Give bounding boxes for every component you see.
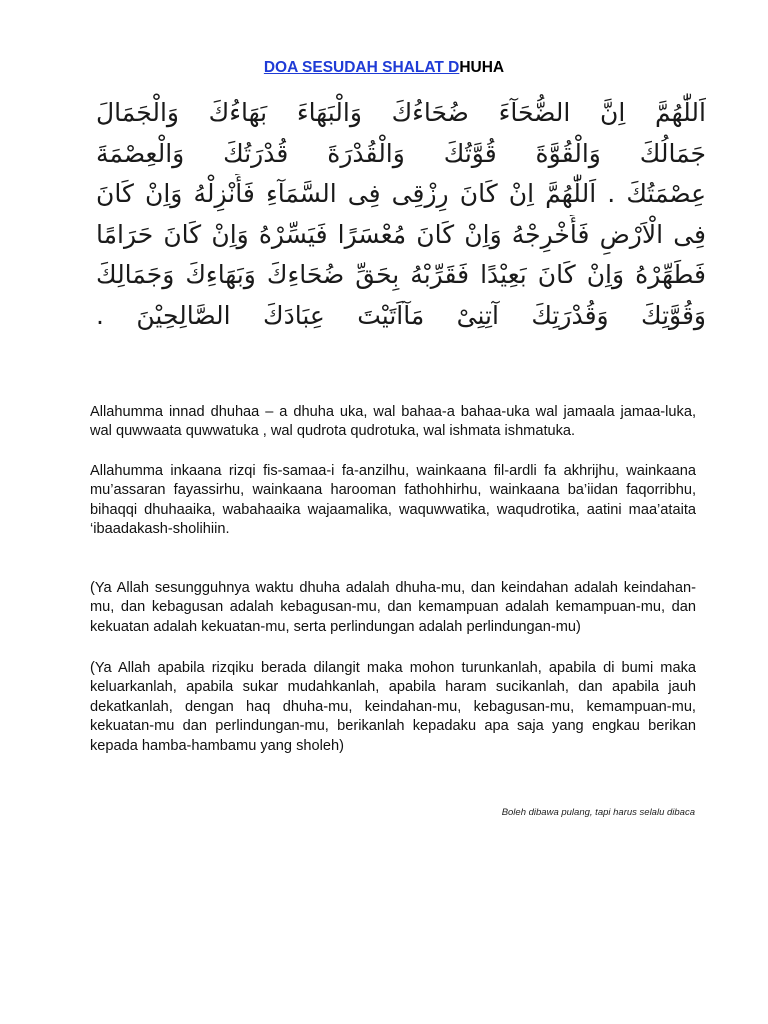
footer-note: Boleh dibawa pulang, tapi harus selalu dibaca <box>501 807 695 818</box>
arabic-line-1: اَللّٰهُمَّ اِنَّ الضُّحَآءَ ضُحَاءُكَ وَالْبَهَاءَ بَهَاءُكَ وَالْجَمَالَ <box>96 98 706 127</box>
arabic-line-2: جَمَالُكَ وَالْقُوَّةَ قُوَّتُكَ وَالْقُدْرَةَ قُدْرَتُكَ وَالْعِصْمَةَ <box>96 138 706 168</box>
arabic-line-4: فِى الْاَرْضِ فَأَخْرِجْهُ وَاِنْ كَانَ مُعْسَرًا فَيَسِّرْهُ وَاِنْ كَانَ حَرَامًا <box>96 219 706 249</box>
arabic-line-3: عِصْمَتُكَ . اَللّٰهُمَّ اِنْ كَانَ رِزْقِى فِى السَّمَآءِ فَأَنْزِلْهُ وَاِنْ كَانَ <box>96 179 706 208</box>
transliteration-paragraph-1: Allahumma innad dhuhaa – a dhuha uka, wal bahaa-a bahaa-uka wal jamaala jamaa-luka, wal quwwaata quwwatuka , wal qudrota qudrotuka, wal ishmata ishmatuka. <box>90 404 696 440</box>
translation-paragraph-2: (Ya Allah apabila rizqiku berada dilangit maka mohon turunkanlah, apabila di bumi maka keluarkanlah, apabila sukar mudahkanlah, apabila haram sucikanlah, dan apabila jauh dekatkanlah, dengan haq dhuha-mu, keindahan-mu, kebagusan-mu, kemampuan-mu, kekuatan-mu dan perlindungan-mu, berikanlah kepadaku apa saja yang engkau berikan kepada hamba-hambamu yang sholeh) <box>90 660 696 754</box>
translation-paragraph-1: (Ya Allah sesungguhnya waktu dhuha adalah dhuha-mu, dan keindahan adalah keindahan-mu, dan kebagusan adalah kebagusan-mu, dan kemampuan adalah kemampuan-mu, dan kekuatan adalah kekuatan-mu, serta perlindungan adalah perlindungan-mu) <box>90 580 696 635</box>
transliteration-paragraph-2: Allahumma inkaana rizqi fis-samaa-i fa-anzilhu, wainkaana fil-ardli fa akhrijhu, wainkaana mu’assaran fayassirhu, wainkaana harooman fathohhirhu, wainkaana ba’iidan faqorribhu, bihaqqi dhuhaaika, wabahaaika wajaamalika, waquwwatika, waqudrotika, aatini maa’ataita ‘ibaadakash-sholihiin. <box>90 463 696 538</box>
arabic-line-6: وَقُوَّتِكَ وَقُدْرَتِكَ آتِنِىْ مَآاَتَيْتَ عِبَادَكَ الصَّالِحِيْنَ . <box>96 300 706 330</box>
arabic-prayer-text <box>96 93 706 383</box>
page-title <box>0 59 768 77</box>
arabic-line-5: فَطَهِّرْهُ وَاِنْ كَانَ بَعِيْدًا فَقَرِّبْهُ بِحَقِّ ضُحَاءِكَ وَبَهَاءِكَ وَجَمَالِكَ <box>96 260 706 289</box>
title-rest: HUHA <box>459 59 505 76</box>
title-link[interactable]: DOA SESUDAH SHALAT D <box>263 59 460 76</box>
